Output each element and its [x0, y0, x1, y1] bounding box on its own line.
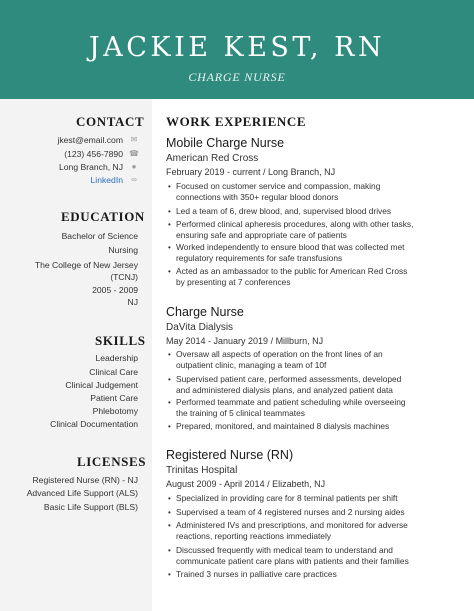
bullet-dot: • — [168, 398, 171, 407]
job-bullet-line: and administered dialysis plans, and analyzed patient data — [176, 385, 393, 395]
job-bullet-line: Performed teammate and patient scheduling while overseeing — [176, 397, 406, 407]
job-title: Charge Nurse — [166, 305, 244, 319]
job-bullet-line: Trained 3 nurses in palliative care practices — [176, 569, 337, 579]
skill-item: Patient Care — [90, 393, 138, 403]
job-bullet-line: Specialized in providing care for 8 terminal patients per shift — [176, 493, 398, 503]
bullet-dot: • — [168, 508, 171, 517]
education-line: The College of New Jersey — [34, 260, 138, 270]
bullet-dot: • — [168, 350, 171, 359]
bullet-dot: • — [168, 375, 171, 384]
link-icon: ∞ — [131, 175, 137, 184]
work-experience-heading: WORK EXPERIENCE — [166, 114, 307, 129]
job-bullet-line: communicate patient care plans with patients and their families — [176, 556, 409, 566]
job-bullet-line: Worked independently to ensure blood that was collected met — [176, 242, 405, 252]
contact-location: Long Branch, NJ — [58, 162, 123, 172]
job-bullet-line: outpatient clinic, managing a team of 10f — [176, 360, 327, 370]
contact-phone[interactable]: (123) 456-7890 — [64, 149, 123, 159]
contact-heading: CONTACT — [76, 114, 145, 129]
education-line: NJ — [127, 297, 138, 307]
bullet-dot: • — [168, 521, 171, 530]
education-heading: EDUCATION — [61, 209, 145, 224]
job-bullet-line: regulatory requirements for safe transfusions — [176, 253, 343, 263]
skills-heading: SKILLS — [95, 333, 146, 348]
candidate-name: JACKIE KEST, RN — [88, 32, 386, 63]
license-item: Registered Nurse (RN) - NJ — [32, 475, 138, 485]
contact-email[interactable]: jkest@email.com — [57, 135, 123, 145]
job-bullet-line: reactions, reporting reactions immediately — [176, 531, 332, 541]
education-line: 2005 - 2009 — [92, 285, 138, 295]
bullet-dot: • — [168, 207, 171, 216]
job-bullet-line: Oversaw all aspects of operation on the front lines of an — [176, 349, 383, 359]
job-bullet-line: Administered IVs and prescriptions, and monitored for adverse — [176, 520, 408, 530]
education-line: Bachelor of Science — [61, 231, 138, 241]
job-title: Mobile Charge Nurse — [166, 136, 285, 150]
linkedin-link[interactable]: LinkedIn — [90, 175, 123, 185]
phone-icon: ☎ — [129, 149, 139, 158]
skill-item: Clinical Judgement — [65, 380, 138, 390]
job-bullet-line: the training of 5 clinical teammates — [176, 408, 305, 418]
skill-item: Leadership — [95, 353, 138, 363]
candidate-title: CHARGE NURSE — [188, 70, 286, 84]
job-bullet-line: Supervised a team of 4 registered nurses and 2 nursing aides — [176, 507, 405, 517]
skill-item: Clinical Documentation — [50, 419, 138, 429]
bullet-dot: • — [168, 494, 171, 503]
job-bullet-line: by presenting at 7 conferences — [176, 277, 291, 287]
education-line: (TCNJ) — [110, 272, 138, 282]
bullet-dot: • — [168, 546, 171, 555]
resume-header — [0, 0, 474, 99]
job-bullet-line: Performed clinical apheresis procedures, along with other tasks, — [176, 219, 414, 229]
bullet-dot: • — [168, 570, 171, 579]
skill-item: Clinical Care — [89, 367, 138, 377]
location-pin-icon: ● — [131, 162, 137, 171]
license-item: Basic Life Support (BLS) — [43, 502, 138, 512]
licenses-heading: LICENSES — [77, 454, 147, 469]
license-item: Advanced Life Support (ALS) — [26, 488, 138, 498]
job-dates-location: February 2019 - current / Long Branch, NJ — [166, 167, 336, 177]
job-dates-location: August 2009 - April 2014 / Elizabeth, NJ — [166, 479, 326, 489]
job-bullet-line: connections with 350+ regular blood donors — [176, 192, 339, 202]
job-dates-location: May 2014 - January 2019 / Millburn, NJ — [166, 336, 324, 346]
bullet-dot: • — [168, 267, 171, 276]
job-company: DaVita Dialysis — [166, 322, 234, 333]
job-bullet-line: Focused on customer service and compassion, making — [176, 181, 381, 191]
job-bullet-line: Led a team of 6, drew blood, and, supervised blood drives — [176, 206, 392, 216]
email-icon: ✉ — [130, 135, 138, 144]
skill-item: Phlebotomy — [92, 406, 138, 416]
job-bullet-line: Supervised patient care, performed assessments, developed — [176, 374, 402, 384]
job-bullet-line: ensuring safe and appropriate care of patients — [176, 230, 347, 240]
job-bullet-line: Acted as an ambassador to the public for American Red Cross — [176, 266, 408, 276]
bullet-dot: • — [168, 243, 171, 252]
job-title: Registered Nurse (RN) — [166, 448, 294, 462]
job-bullet-line: Prepared, monitored, and maintained 8 dialysis machines — [176, 421, 390, 431]
job-company: American Red Cross — [166, 153, 259, 164]
bullet-dot: • — [168, 182, 171, 191]
bullet-dot: • — [168, 422, 171, 431]
education-line: Nursing — [108, 245, 138, 255]
job-company: Trinitas Hospital — [166, 465, 238, 476]
job-bullet-line: Discussed frequently with medical team to understand and — [176, 545, 393, 555]
bullet-dot: • — [168, 220, 171, 229]
